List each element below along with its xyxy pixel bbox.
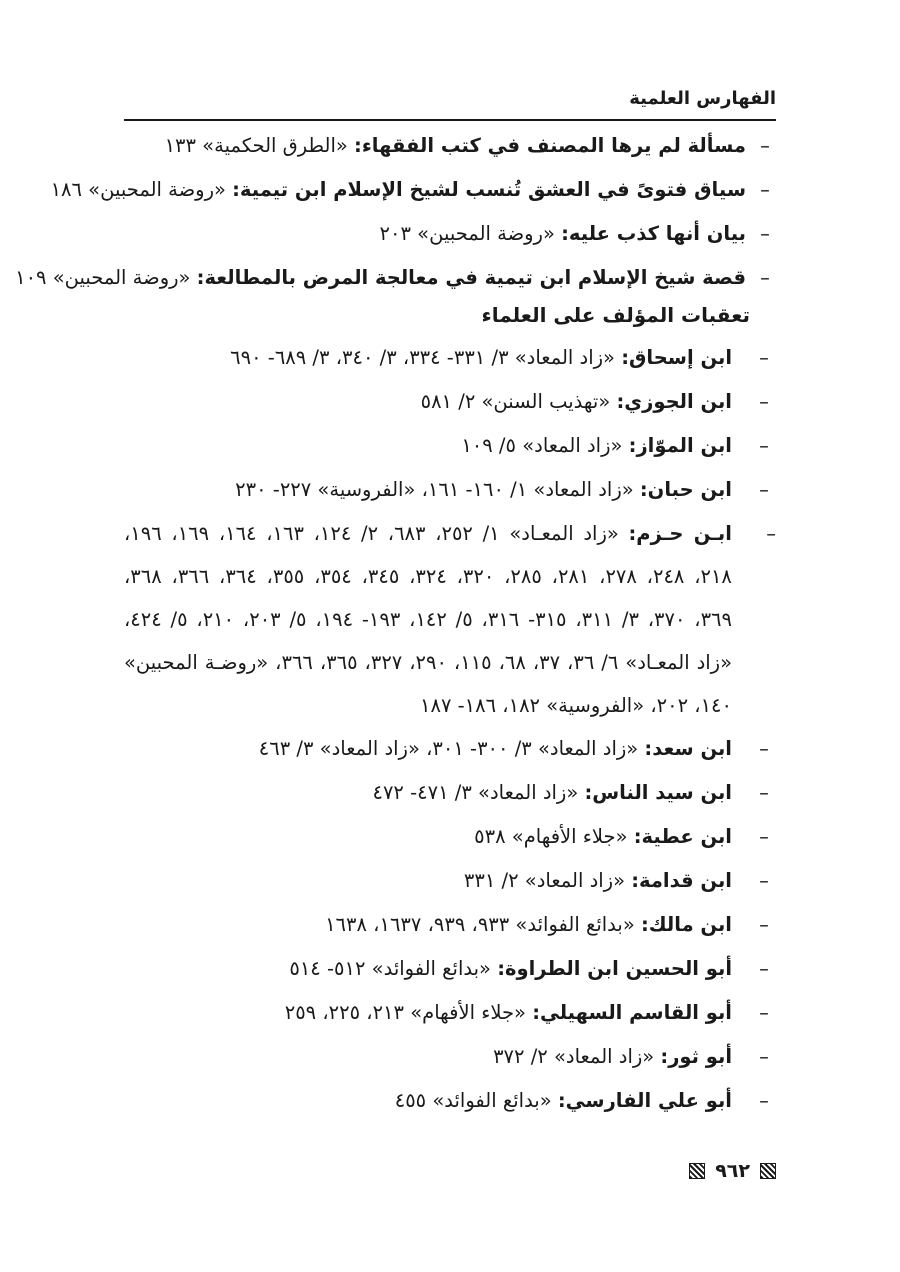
entry-topic: قصة شيخ الإسلام ابن تيمية في معالجة المرض بالمطالعة: <box>196 266 746 289</box>
entry-reference: «جلاء الأفهام» ٥٣٨ <box>474 825 634 848</box>
index-content <box>15 124 776 1123</box>
entry-scholar-name: ابن سيد الناس: <box>584 781 732 804</box>
entry-reference: «زاد المعاد» ٢/ ٣٣١ <box>463 869 632 892</box>
section-heading: تعقبات المؤلف على العلماء <box>481 303 750 327</box>
entry-reference: «زاد المعاد» ٣/ ٣٣١- ٣٣٤، ٣/ ٣٤٠، ٣/ ٦٨٩- ٦٩٠ <box>230 346 622 369</box>
index-entry <box>124 903 776 947</box>
entry-dash: – <box>759 390 769 413</box>
entry-dash: – <box>759 825 769 848</box>
entry-dash: – <box>759 781 769 804</box>
index-entry <box>124 947 776 991</box>
index-entry <box>124 380 776 424</box>
entry-reference: «جلاء الأفهام» ٢١٣، ٢٢٥، ٢٥٩ <box>284 1001 533 1024</box>
index-entry <box>124 336 776 380</box>
index-entry <box>124 468 776 512</box>
entry-reference: «زاد المعـاد» ١/ ٢٥٢، ٦٨٣، ٢/ ١٢٤، ١٦٣، ١٦٤، ١٦٩، ١٩٦، ٢١٨، ٢٤٨، ٢٧٨، ٢٨١، ٢٨٥، ٣٢٠، ٣٢٤، ٣٤٥، ٣٥٤، ٣٥٥، ٣٦٤، ٣٦٦، ٣٦٨، ٣٦٩، ٣٧٠، ٣/ ٣١١، ٣١٥- ٣١٦، ٥/ ١٤٢، ١٩٣- ١٩٤، ٥/ ٢٠٣، ٢١٠، ٥/ ٤٢٤، «زاد المعـاد» ٦/ ٣٦، ٣٧، ٦٨، ١١٥، ٢٩٠، ٣٢٧، ٣٦٥، ٣٦٦، «روضـة المحبين» ١٤٠، ٢٠٢، «الفروسية» ١٨٢، ١٨٦- ١٨٧ <box>124 522 733 717</box>
index-entry <box>124 859 776 903</box>
entry-dash: – <box>760 134 770 157</box>
ornament-square-icon <box>760 1163 776 1179</box>
index-entry <box>124 1035 776 1079</box>
entry-reference: «روضة المحبين» ٢٠٣ <box>379 222 562 245</box>
header-rule <box>124 119 776 121</box>
entry-scholar-name: ابن حبان: <box>639 478 732 501</box>
entry-dash: – <box>759 913 769 936</box>
entry-dash: – <box>759 1089 769 1112</box>
entry-reference: «بدائع الفوائد» ٤٥٥ <box>394 1089 558 1112</box>
entry-topic: بيان أنها كذب عليه: <box>561 222 746 245</box>
index-entry <box>15 256 776 300</box>
entry-topic: سياق فتوىً في العشق تُنسب لشيخ الإسلام ابن تيمية: <box>232 178 746 201</box>
entry-scholar-name: ابـن حـزم: <box>628 522 732 545</box>
entry-dash: – <box>760 178 770 201</box>
entry-reference: «زاد المعاد» ٥/ ١٠٩ <box>461 434 629 457</box>
entry-scholar-name: ابن إسحاق: <box>621 346 732 369</box>
entry-scholar-name: ابن سعد: <box>644 737 732 760</box>
entry-reference: «زاد المعاد» ٣/ ٣٠٠- ٣٠١، «زاد المعاد» ٣/ ٤٦٣ <box>258 737 645 760</box>
entry-reference: «روضة المحبين» ١٠٩ <box>15 266 197 289</box>
page-footer <box>689 1160 776 1182</box>
entry-topic: مسألة لم يرها المصنف في كتب الفقهاء: <box>354 134 746 157</box>
entry-reference: «زاد المعاد» ٣/ ٤٧١- ٤٧٢ <box>372 781 585 804</box>
entry-reference: «الطرق الحكمية» ١٣٣ <box>164 134 355 157</box>
index-entry <box>124 771 776 815</box>
index-entry <box>124 512 776 727</box>
running-header-title: الفهارس العلمية <box>629 88 776 109</box>
entry-scholar-name: أبو الحسين ابن الطراوة: <box>497 957 732 980</box>
entry-scholar-name: ابن الموّاز: <box>628 434 732 457</box>
page-number: ٩٦٢ <box>715 1160 750 1182</box>
entry-scholar-name: ابن عطية: <box>633 825 732 848</box>
entry-dash: – <box>759 869 769 892</box>
entry-dash: – <box>759 737 769 760</box>
index-entry <box>124 1079 776 1123</box>
index-entry <box>124 815 776 859</box>
entry-scholar-name: ابن الجوزي: <box>616 390 732 413</box>
entry-dash: – <box>759 957 769 980</box>
entry-reference: «بدائع الفوائد» ٥١٢- ٥١٤ <box>289 957 498 980</box>
entry-dash: – <box>766 522 776 545</box>
entry-reference: «زاد المعاد» ٢/ ٣٧٢ <box>493 1045 661 1068</box>
index-entry <box>124 424 776 468</box>
entry-scholar-name: أبو علي الفارسي: <box>557 1089 732 1112</box>
entry-dash: – <box>759 478 769 501</box>
entry-dash: – <box>760 222 770 245</box>
entry-dash: – <box>759 1045 769 1068</box>
entry-dash: – <box>759 346 769 369</box>
entry-scholar-name: ابن قدامة: <box>631 869 732 892</box>
entry-reference: «روضة المحبين» ١٨٦ <box>50 178 233 201</box>
index-entry <box>124 212 776 256</box>
entry-reference: «زاد المعاد» ١/ ١٦٠- ١٦١، «الفروسية» ٢٢٧- ٢٣٠ <box>235 478 640 501</box>
entry-scholar-name: ابن مالك: <box>640 913 732 936</box>
entry-reference: «بدائع الفوائد» ٩٣٣، ٩٣٩، ١٦٣٧، ١٦٣٨ <box>325 913 641 936</box>
ornament-square-icon <box>689 1163 705 1179</box>
index-entry <box>124 991 776 1035</box>
index-entry <box>50 168 776 212</box>
entry-reference: «تهذيب السنن» ٢/ ٥٨١ <box>420 390 617 413</box>
entry-scholar-name: أبو القاسم السهيلي: <box>532 1001 732 1024</box>
entry-scholar-name: أبو ثور: <box>660 1045 732 1068</box>
index-entry <box>124 727 776 771</box>
entry-dash: – <box>759 1001 769 1024</box>
entry-dash: – <box>759 434 769 457</box>
index-entry <box>124 124 776 168</box>
entry-dash: – <box>760 266 770 289</box>
